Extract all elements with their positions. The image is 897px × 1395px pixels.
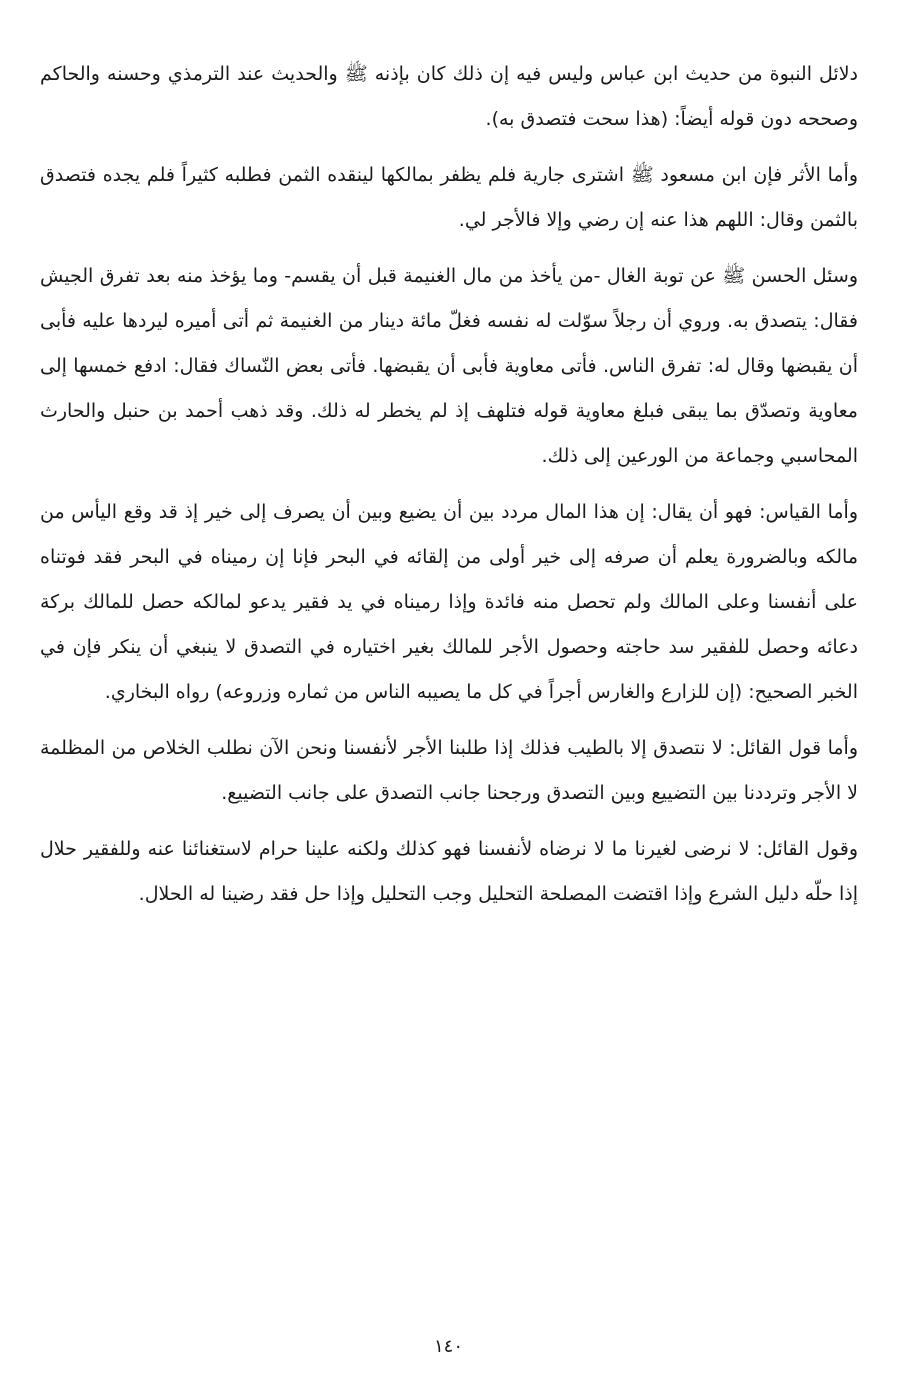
page-number: ١٤٠ — [433, 1336, 463, 1357]
paragraph-6: وقول القائل: لا نرضى لغيرنا ما لا نرضاه لأنفسنا فهو كذلك ولكنه علينا حرام لاستغنائنا عنه وللفقير حلال إذا حلّه دليل الشرع وإذا اقتضت المصلحة التحليل وجب التحليل وإذا حل فقد رضينا له الحلال. — [40, 838, 858, 905]
paragraph-1: دلائل النبوة من حديث ابن عباس وليس فيه إن ذلك كان بإذنه ﷺ والحديث عند الترمذي وحسنه والحاكم وصححه دون قوله أيضاً: (هذا سحت فتصدق به). — [40, 63, 858, 130]
document-body — [40, 52, 858, 917]
paragraph-4: وأما القياس: فهو أن يقال: إن هذا المال مردد بين أن يضيع وبين أن يصرف إلى خير إذ قد وقع اليأس من مالكه وبالضرورة يعلم أن صرفه إلى خير أولى من إلقائه في البحر فإنا إن رميناه في البحر فقد فوتناه على أنفسنا وعلى المالك ولم تحصل منه فائدة وإذا رميناه في يد فقير يدعو لمالكه حصل للمالك بركة دعائه وحصل للفقير سد حاجته وحصول الأجر للمالك بغير اختياره في التصدق لا ينبغي أن ينكر فإن في الخبر الصحيح: (إن للزارع والغارس أجراً في كل ما يصيبه الناس من ثماره وزروعه) رواه البخاري. — [40, 501, 858, 703]
paragraph-2: وأما الأثر فإن ابن مسعود ﷺ اشترى جارية فلم يظفر بمالكها لينقده الثمن فطلبه كثيراً فلم يجده فتصدق بالثمن وقال: اللهم هذا عنه إن رضي وإلا فالأجر لي. — [40, 164, 858, 231]
paragraph-5: وأما قول القائل: لا نتصدق إلا بالطيب فذلك إذا طلبنا الأجر لأنفسنا ونحن الآن نطلب الخلاص من المظلمة لا الأجر وترددنا بين التضييع وبين التصدق ورجحنا جانب التصدق على جانب التضييع. — [40, 737, 858, 804]
paragraph-3: وسئل الحسن ﷺ عن توبة الغال -من يأخذ من مال الغنيمة قبل أن يقسم- وما يؤخذ منه بعد تفرق الجيش فقال: يتصدق به. وروي أن رجلاً سوّلت له نفسه فغلّ مائة دينار من الغنيمة ثم أتى أميره ليردها عليه فأبى أن يقبضها وقال له: تفرق الناس. فأتى معاوية فأبى أن يقبضها. فأتى بعض النّساك فقال: ادفع خمسها إلى معاوية وتصدّق بما يبقى فبلغ معاوية قوله فتلهف إذ لم يخطر له ذلك. وقد ذهب أحمد بن حنبل والحارث المحاسبي وجماعة من الورعين إلى ذلك. — [40, 265, 858, 467]
